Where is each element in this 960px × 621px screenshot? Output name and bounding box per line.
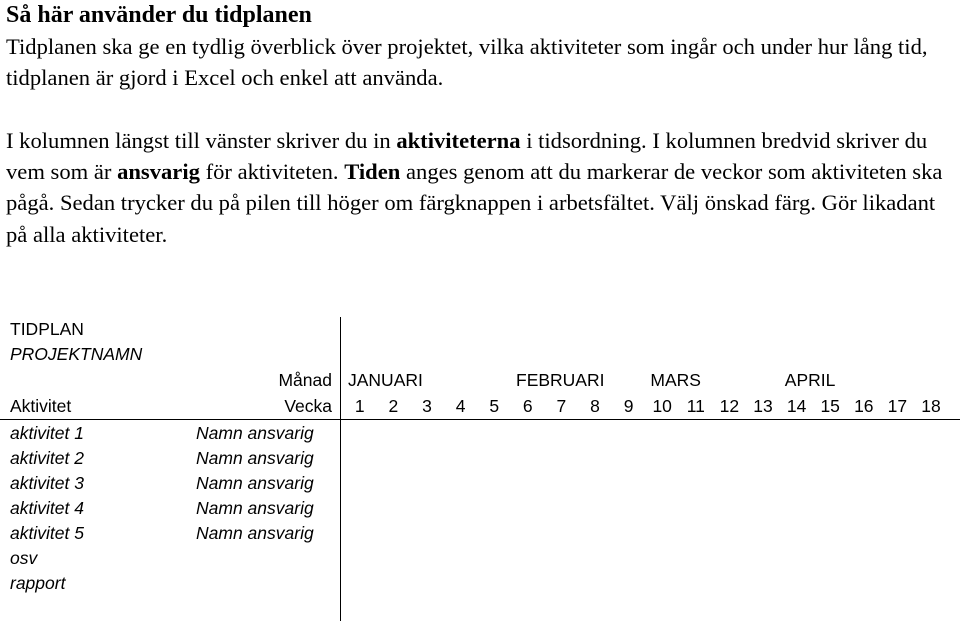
- column-divider: [340, 317, 341, 621]
- instructions-bold-activities: aktiviteterna: [396, 128, 521, 153]
- week-number: 11: [686, 396, 705, 416]
- month-label: Månad: [278, 370, 332, 390]
- week-number: 14: [786, 396, 807, 416]
- project-name: PROJEKTNAMN: [10, 344, 143, 364]
- week-number: 16: [854, 396, 874, 416]
- activity-column-header: Aktivitet: [10, 396, 72, 416]
- week-number: 10: [652, 396, 672, 416]
- activity-cell[interactable]: aktivitet 1: [10, 423, 84, 443]
- instructions-text-3: för aktiviteten.: [199, 159, 345, 185]
- month-label-mars: MARS: [650, 370, 701, 390]
- responsible-cell[interactable]: Namn ansvarig: [196, 498, 314, 518]
- week-number: 13: [753, 396, 773, 416]
- week-number: 4: [455, 396, 466, 416]
- week-number: 3: [422, 396, 432, 416]
- sheet-heading: TIDPLAN: [10, 319, 84, 339]
- week-label: Vecka: [284, 396, 332, 416]
- activity-cell[interactable]: aktivitet 2: [10, 448, 84, 468]
- month-label-januari: JANUARI: [348, 370, 423, 390]
- page-title: Så här använder du tidplanen: [6, 2, 312, 28]
- month-label-februari: FEBRUARI: [516, 370, 605, 390]
- week-number: 8: [590, 396, 600, 416]
- header-divider: [0, 419, 960, 420]
- week-number: 9: [623, 396, 634, 416]
- responsible-cell[interactable]: Namn ansvarig: [196, 423, 314, 443]
- instructions-text-4: anges genom att du markerar de veckor som aktiviteten ska pågå. Sedan trycker du på pilen till höger om färgknappen i arbetsfältet. Välj önskad färg. Gör likadant på alla aktiviteter.: [6, 159, 943, 247]
- activity-cell[interactable]: rapport: [10, 573, 66, 593]
- instructions-text-1: I kolumnen längst till vänster skriver du in: [6, 128, 397, 153]
- instructions-text-2: i tidsordning. I kolumnen bredvid skriver du vem som är: [6, 128, 928, 185]
- week-number: 12: [719, 396, 740, 416]
- activity-cell[interactable]: osv: [10, 548, 38, 568]
- activity-cell[interactable]: aktivitet 5: [10, 523, 84, 543]
- instructions-paragraph: [6, 125, 956, 250]
- week-number: 18: [921, 396, 941, 416]
- week-number: 7: [556, 396, 567, 416]
- month-label-april: APRIL: [784, 370, 836, 390]
- responsible-cell[interactable]: Namn ansvarig: [196, 448, 314, 468]
- instructions-bold-responsible: ansvarig: [117, 159, 200, 185]
- week-number: 5: [489, 396, 500, 416]
- intro-paragraph: Tidplanen ska ge en tydlig överblick över projektet, vilka aktiviteter som ingår och under hur lång tid, tidplanen är gjord i Excel och enkel att använda.: [6, 34, 928, 91]
- week-number: 15: [820, 396, 840, 416]
- week-number: 17: [887, 396, 908, 416]
- responsible-cell[interactable]: Namn ansvarig: [196, 473, 314, 493]
- week-number: 1: [354, 396, 365, 416]
- week-number: 2: [388, 396, 399, 416]
- week-number: 6: [522, 396, 533, 416]
- responsible-cell[interactable]: Namn ansvarig: [196, 523, 314, 543]
- activity-cell[interactable]: aktivitet 4: [10, 498, 84, 518]
- activity-cell[interactable]: aktivitet 3: [10, 473, 84, 493]
- instructions-bold-time: Tiden: [344, 159, 401, 185]
